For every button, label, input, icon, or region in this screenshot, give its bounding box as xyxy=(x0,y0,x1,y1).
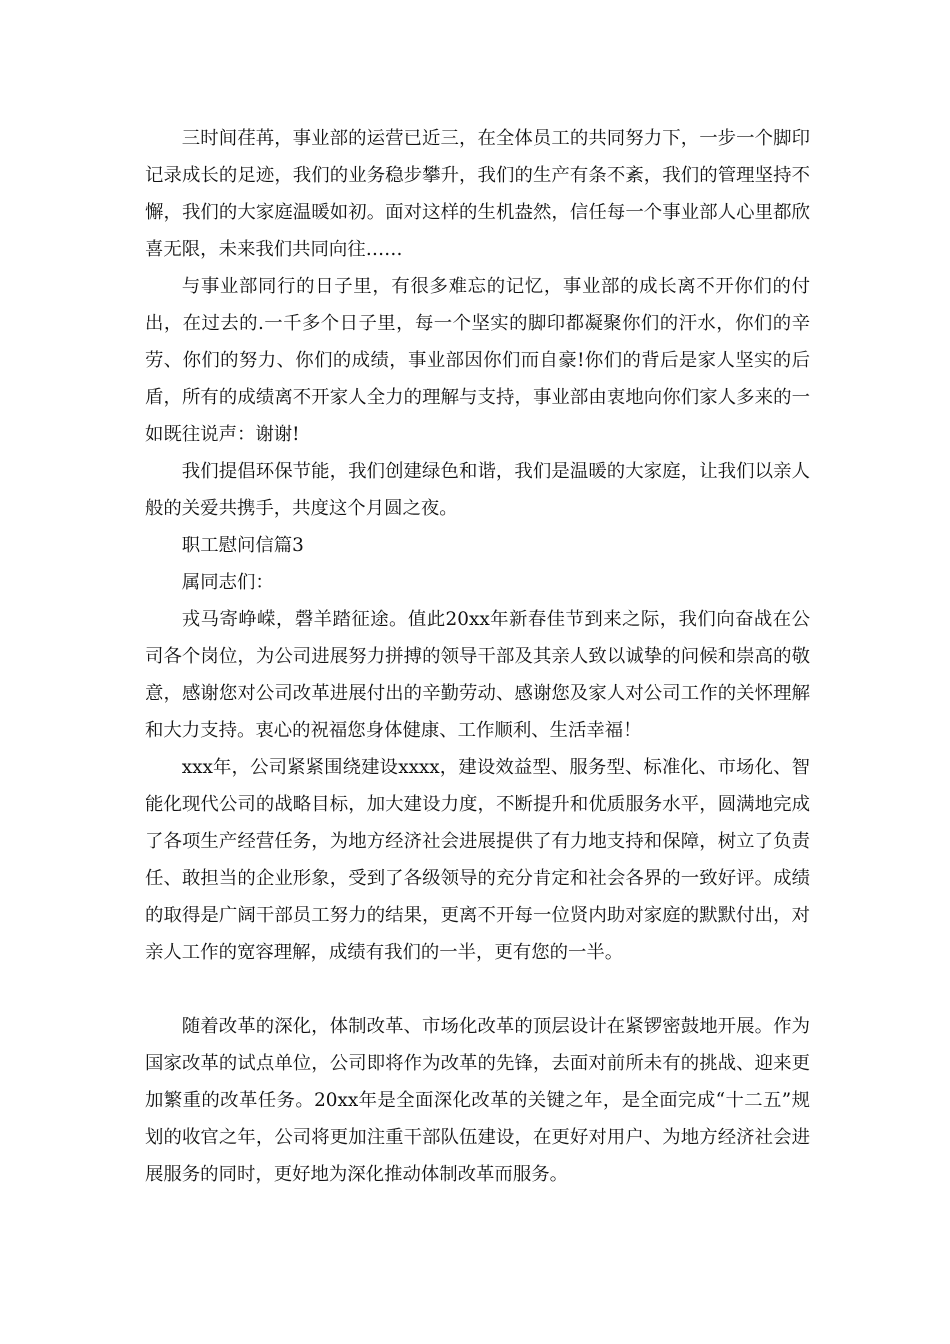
paragraph-4: 戎马寄峥嵘，磬羊踏征途。值此20xx年新春佳节到来之际，我们向奋战在公司各个岗位，为公司进展努力拼搏的领导干部及其亲人致以诚挚的问候和崇高的敬意，感谢您对公司改革进展付出的辛勤劳动、感谢您及家人对公司工作的关怀理解和大力支持。衷心的祝福您身体健康、工作顺利、生活幸福！ xyxy=(145,609,810,741)
document-body xyxy=(145,120,810,1193)
paragraph-5: xxx年，公司紧紧围绕建设xxxx，建设效益型、服务型、标准化、市场化、智能化现代公司的战略目标，加大建设力度，不断提升和优质服务水平，圆满地完成了各项生产经营任务，为地方经济社会进展提供了有力地支持和保障，树立了负责任、敢担当的企业形象，受到了各级领导的充分肯定和社会各界的一致好评。成绩的取得是广阔干部员工努力的结果，更离不开每一位贤内助对家庭的默默付出，对亲人工作的宽容理解，成绩有我们的一半，更有您的一半。 xyxy=(145,757,810,963)
salutation: 属同志们： xyxy=(181,572,274,593)
paragraph-1: 三时间荏苒，事业部的运营已近三，在全体员工的共同努力下，一步一个脚印记录成长的足迹，我们的业务稳步攀升，我们的生产有条不紊，我们的管理坚持不懈，我们的大家庭温暖如初。面对这样的生机盎然，信任每一个事业部人心里都欣喜无限，未来我们共同向往…… xyxy=(145,128,810,260)
paragraph-2: 与事业部同行的日子里，有很多难忘的记忆，事业部的成长离不开你们的付出，在过去的.一千多个日子里，每一个坚实的脚印都凝聚你们的汗水，你们的辛劳、你们的努力、你们的成绩，事业部因你们而自豪!你们的背后是家人坚实的后盾，所有的成绩离不开家人全力的理解与支持，事业部由衷地向你们家人多来的一如既往说声：谢谢! xyxy=(145,276,810,445)
paragraph-6: 随着改革的深化，体制改革、市场化改革的顶层设计在紧锣密鼓地开展。作为国家改革的试点单位，公司即将作为改革的先锋，去面对前所未有的挑战、迎来更加繁重的改革任务。20xx年是全面深化改革的关键之年，是全面完成“十二五”规划的收官之年，公司将更加注重干部队伍建设，在更好对用户、为地方经济社会进展服务的同时，更好地为深化推动体制改革而服务。 xyxy=(145,1016,810,1185)
paragraph-3: 我们提倡环保节能，我们创建绿色和谐，我们是温暖的大家庭，让我们以亲人般的关爱共携手，共度这个月圆之夜。 xyxy=(145,461,810,519)
paragraph-spacer xyxy=(145,971,810,1008)
section-heading: 职工慰问信篇3 xyxy=(181,535,304,556)
